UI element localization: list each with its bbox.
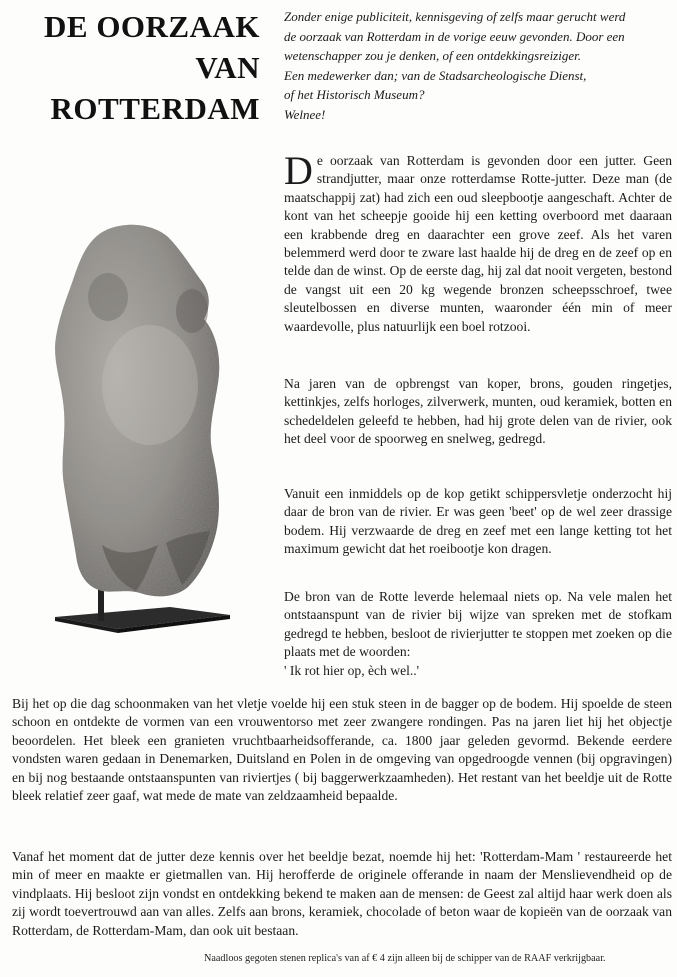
torso-statue-photo bbox=[40, 215, 265, 635]
headline-line-1: DE OORZAAK bbox=[44, 9, 260, 44]
intro-line-4: Een medewerker dan; van de Stadsarcheologische Dienst, bbox=[284, 67, 587, 83]
stand-rod bbox=[98, 587, 104, 621]
article-paragraph-5 bbox=[12, 695, 672, 805]
article-paragraph-4 bbox=[284, 588, 672, 680]
intro-line-3: wetenschapper zou je denken, of een ontdekkingsreiziger. bbox=[284, 48, 581, 63]
intro-line-6: Welnee! bbox=[284, 106, 326, 122]
article-paragraph-2 bbox=[284, 375, 672, 449]
paragraph-6-text: Vanaf het moment dat de jutter deze kennis over het beeldje bezat, noemde hij het: 'Rotterdam-Mam ' restaureerde het min of meer en maakte er gietmallen van. Hij herofferde de originele offerande in naam der Menslievendheid op de vindplaats. Hij besloot zijn vondst en ontdekking bekend te maken aan de mensen: de Geest zal altijd haar werk doen als zij wordt toevertrouwd aan van alles. Zelfs aan brons, keramiek, chocolade of beton waar de kopieën van de oorzaak van Rotterdam, de Rotterdam-Mam, dan ook uit bestaan. bbox=[12, 849, 672, 938]
intro-text bbox=[284, 7, 674, 124]
paragraph-3-text: Vanuit een inmiddels op de kop getikt schippersvletje onderzocht hij daar de bron van de rivier. Er was geen 'beet' op de wel zeer drassige bodem. Hij verzwaarde de dreg en zeef met een lange ketting tot het maximum gewicht dat het roeibootje kon dragen. bbox=[284, 486, 672, 557]
article-paragraph-1 bbox=[284, 148, 672, 336]
paragraph-1-text: e oorzaak van Rotterdam is gevonden door een jutter. Geen strandjutter, maar onze rotterdamse Rotte-jutter. Deze man (de maatschappij zat) had zich een oud sleepbootje aangeschaft. Achter de kont van het scheepje gooide hij een ketting overboord met daaraan een krabbende dreg en daarachter een grove zeef. Als het varen belemmerd werd door te zware last haalde hij de dreg en de zeef op en telde dan de winst. Op de eerste dag, hij zal dat nooit vergeten, bestond de vangst uit een 20 kg wegende bronzen scheepsschroef, twee sleutelbossen en diverse munten, waaronder één min of meer waardevolle, plus natuurlijk een boel rotzooi. bbox=[284, 153, 672, 334]
article-paragraph-3 bbox=[284, 485, 672, 559]
intro-line-5: of het Historisch Museum? bbox=[284, 87, 425, 102]
paragraph-4-text: De bron van de Rotte leverde helemaal niets op. Na vele malen het ontstaanspunt van de rivier bij wijze van spreken met de stofkam gedregd te hebben, besloot de rivierjutter te stoppen met zoeken op die plaats met de woorden: bbox=[284, 589, 672, 660]
article-paragraph-6 bbox=[12, 848, 672, 940]
intro-line-2: de oorzaak van Rotterdam in de vorige eeuw gevonden. Door een bbox=[284, 28, 625, 44]
headline-line-2: VAN bbox=[195, 50, 260, 85]
drop-cap: D bbox=[284, 148, 313, 193]
paragraph-2-text: Na jaren van de opbrengst van koper, brons, gouden ringetjes, kettinkjes, zelfs horloges, zilverwerk, munten, oud keramiek, botten en schedeldelen geleefd te hebben, had hij grote delen van de rivier, ook het deel voor de spoorweg en snelweg, gedregd. bbox=[284, 376, 672, 447]
jutter-quote: ' Ik rot hier op, èch wel..' bbox=[284, 662, 420, 678]
intro-line-1: Zonder enige publiciteit, kennisgeving of zelfs maar gerucht werd bbox=[284, 9, 626, 24]
headline-line-3: ROTTERDAM bbox=[50, 91, 260, 126]
paragraph-5-text: Bij het op die dag schoonmaken van het vletje voelde hij een stuk steen in de bagger op de bodem. Hij spoelde de steen schoon en ontdekte de vormen van een vrouwentorso met zeer zwangere rondingen. Pas na jaren liet hij het objectje beoordelen. Het bleek een granieten vruchtbaarheidsofferande, ca. 1800 jaar geleden gevormd. Bekende eerdere vondsten waren gedaan in Denemarken, Duitsland en Polen in de omgeving van opgedroogde vennen (bij opgravingen) en bij nog bestaande ontstaanspunten van riviertjes ( bij baggerwerkzaamheden). Het restant van het beeldje uit de Rotte bleek relatief zeer gaaf, wat mede de mate van zeldzaamheid bepaalde. bbox=[12, 696, 672, 804]
replica-footnote: Naadloos gegoten stenen replica's van af € 4 zijn alleen bij de schipper van de RAAF verkrijgbaar. bbox=[204, 953, 606, 964]
headline bbox=[30, 6, 260, 129]
